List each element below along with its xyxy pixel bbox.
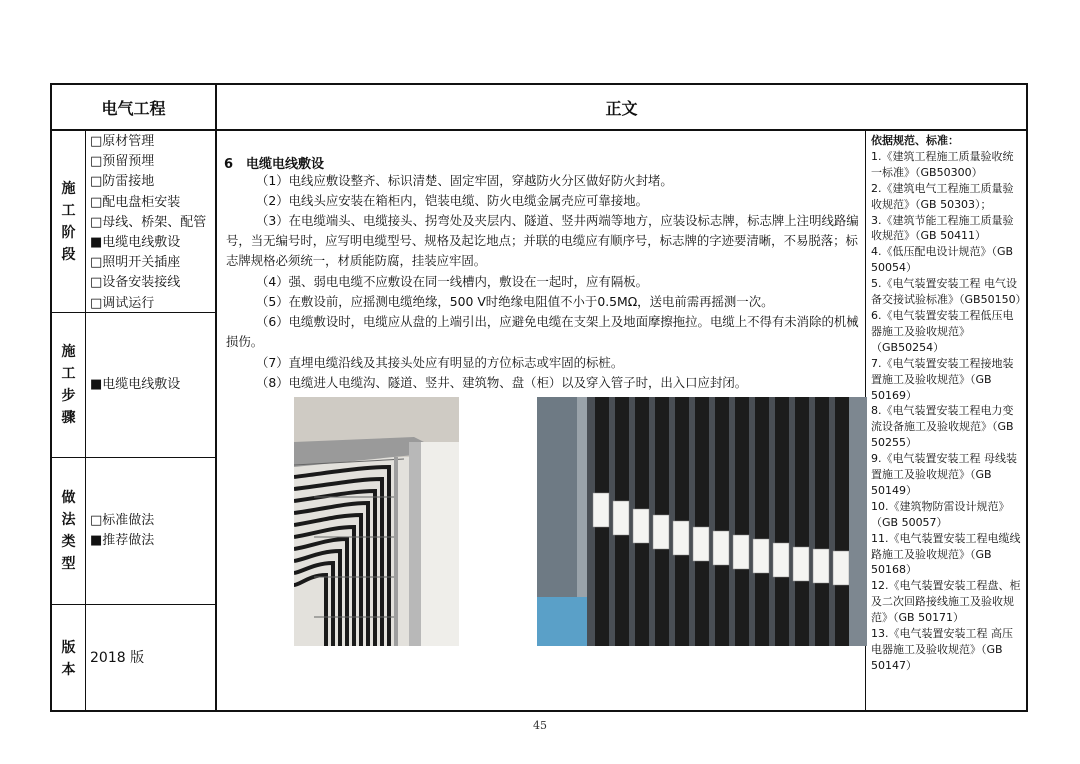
paragraph-2: （2）电线头应安装在箱柜内，铠装电缆、防火电缆金属壳应可靠接地。 <box>256 193 648 208</box>
version-label-cell <box>52 605 86 712</box>
step-label: 施工步骤 <box>61 344 76 426</box>
stage-option: □母线、桥架、配管 <box>90 214 207 230</box>
main-content <box>217 131 866 710</box>
standard-item: 10.《建筑物防雷设计规范》（GB 50057） <box>871 499 1010 529</box>
step-options <box>86 313 217 458</box>
stage-label: 施工阶段 <box>61 180 76 263</box>
paragraph-1: （1）电线应敷设整齐、标识清楚、固定牢固，穿越防火分区做好防火封堵。 <box>256 173 673 188</box>
standard-item: 11.《电气装置安装工程电缆线路施工及验收规范》（GB 50168） <box>871 531 1021 577</box>
cable-cabinet-photo <box>537 397 867 646</box>
method-option: □标准做法 <box>90 512 155 528</box>
paragraph-5: （5）在敷设前，应摇测电缆绝缘，500 V时绝缘电阻值不小于0.5MΩ，送电前需再摇测一次。 <box>256 294 774 309</box>
standard-item: 1.《建筑工程施工质量验收统一标准》（GB50300） <box>871 149 1014 179</box>
page-table <box>50 83 1028 712</box>
stage-option: □配电盘柜安装 <box>90 194 181 210</box>
stage-option: □原材管理 <box>90 134 155 149</box>
paragraph-8: （8）电缆进人电缆沟、隧道、竖井、建筑物、盘（柜）以及穿入管子时，出入口应封闭。 <box>256 375 748 390</box>
stage-option: □照明开关插座 <box>90 255 181 271</box>
stage-options <box>86 131 217 313</box>
header-left: 电气工程 <box>52 85 217 131</box>
paragraph-6: （6）电缆敷设时，电缆应从盘的上端引出，应避免电缆在支架上及地面摩擦拖拉。电缆上不得有未消除的机械损伤。 <box>226 314 859 350</box>
standard-item: 2.《建筑电气工程施工质量验收规范》（GB 50303）； <box>871 181 1014 211</box>
stage-option: □调试运行 <box>90 295 155 311</box>
page-number: 45 <box>533 719 547 732</box>
cable-tray-photo <box>294 397 459 646</box>
paragraph-7: （7）直埋电缆沿线及其接头处应有明显的方位标志或牢固的标桩。 <box>256 355 624 370</box>
header-right: 正文 <box>217 85 1026 131</box>
standard-item: 3.《建筑节能工程施工质量验收规范》（GB 50411） <box>871 213 1014 243</box>
standards-column <box>866 131 1026 710</box>
section-title: 6 电缆电线敷设 <box>224 157 325 172</box>
method-label-cell <box>52 458 86 605</box>
standard-item: 13.《电气装置安装工程 高压电器施工及验收规范》（GB 50147） <box>871 627 1013 672</box>
method-options <box>86 458 217 605</box>
standard-item: 5.《电气装置安装工程 电气设备交接试验标准》（GB50150） <box>871 277 1027 307</box>
stage-option: □防雷接地 <box>90 174 155 190</box>
standard-item: 4.《低压配电设计规范》（GB 50054） <box>871 245 1014 275</box>
version-label: 版本 <box>61 639 76 678</box>
stage-option-selected: ■电缆电线敷设 <box>90 235 181 251</box>
stage-option: □设备安装接线 <box>90 275 181 291</box>
standard-item: 6.《电气装置安装工程低压电器施工及验收规范》（GB50254） <box>871 308 1014 354</box>
standards-title: 依据规范、标准： <box>871 134 959 147</box>
standard-item: 12.《电气装置安装工程盘、柜及二次回路接线施工及验收规范》（GB 50171） <box>871 579 1021 625</box>
standard-item: 9.《电气装置安装工程 母线装置施工及验收规范》（GB 50149） <box>871 452 1017 497</box>
stage-label-cell <box>52 131 86 313</box>
stage-option: □预留预埋 <box>90 154 155 170</box>
paragraph-4: （4）强、弱电电缆不应敷设在同一线槽内，敷设在一起时，应有隔板。 <box>256 274 648 289</box>
method-label: 做法类型 <box>61 490 76 572</box>
step-label-cell <box>52 313 86 458</box>
paragraph-3: （3）在电缆端头、电缆接头、拐弯处及夹层内、隧道、竖井两端等地方，应装设标志牌，标志牌上注明线路编号，当无编号时，应写明电缆型号、规格及起讫地点；并联的电缆应有顺序号，标志牌的字迹要清晰，不易脱落；标志牌规格必须统一，材质能防腐，挂装应牢固。 <box>226 213 859 269</box>
standard-item: 7.《电气装置安装工程接地装置施工及验收规范》（GB 50169） <box>871 356 1014 402</box>
standard-item: 8.《电气装置安装工程电力变流设备施工及验收规范》（GB 50255） <box>871 404 1014 450</box>
method-option-selected: ■推荐做法 <box>90 533 155 548</box>
version-value: 2018 版 <box>90 650 145 667</box>
step-option-selected: ■电缆电线敷设 <box>90 376 181 392</box>
version-options <box>86 605 217 712</box>
